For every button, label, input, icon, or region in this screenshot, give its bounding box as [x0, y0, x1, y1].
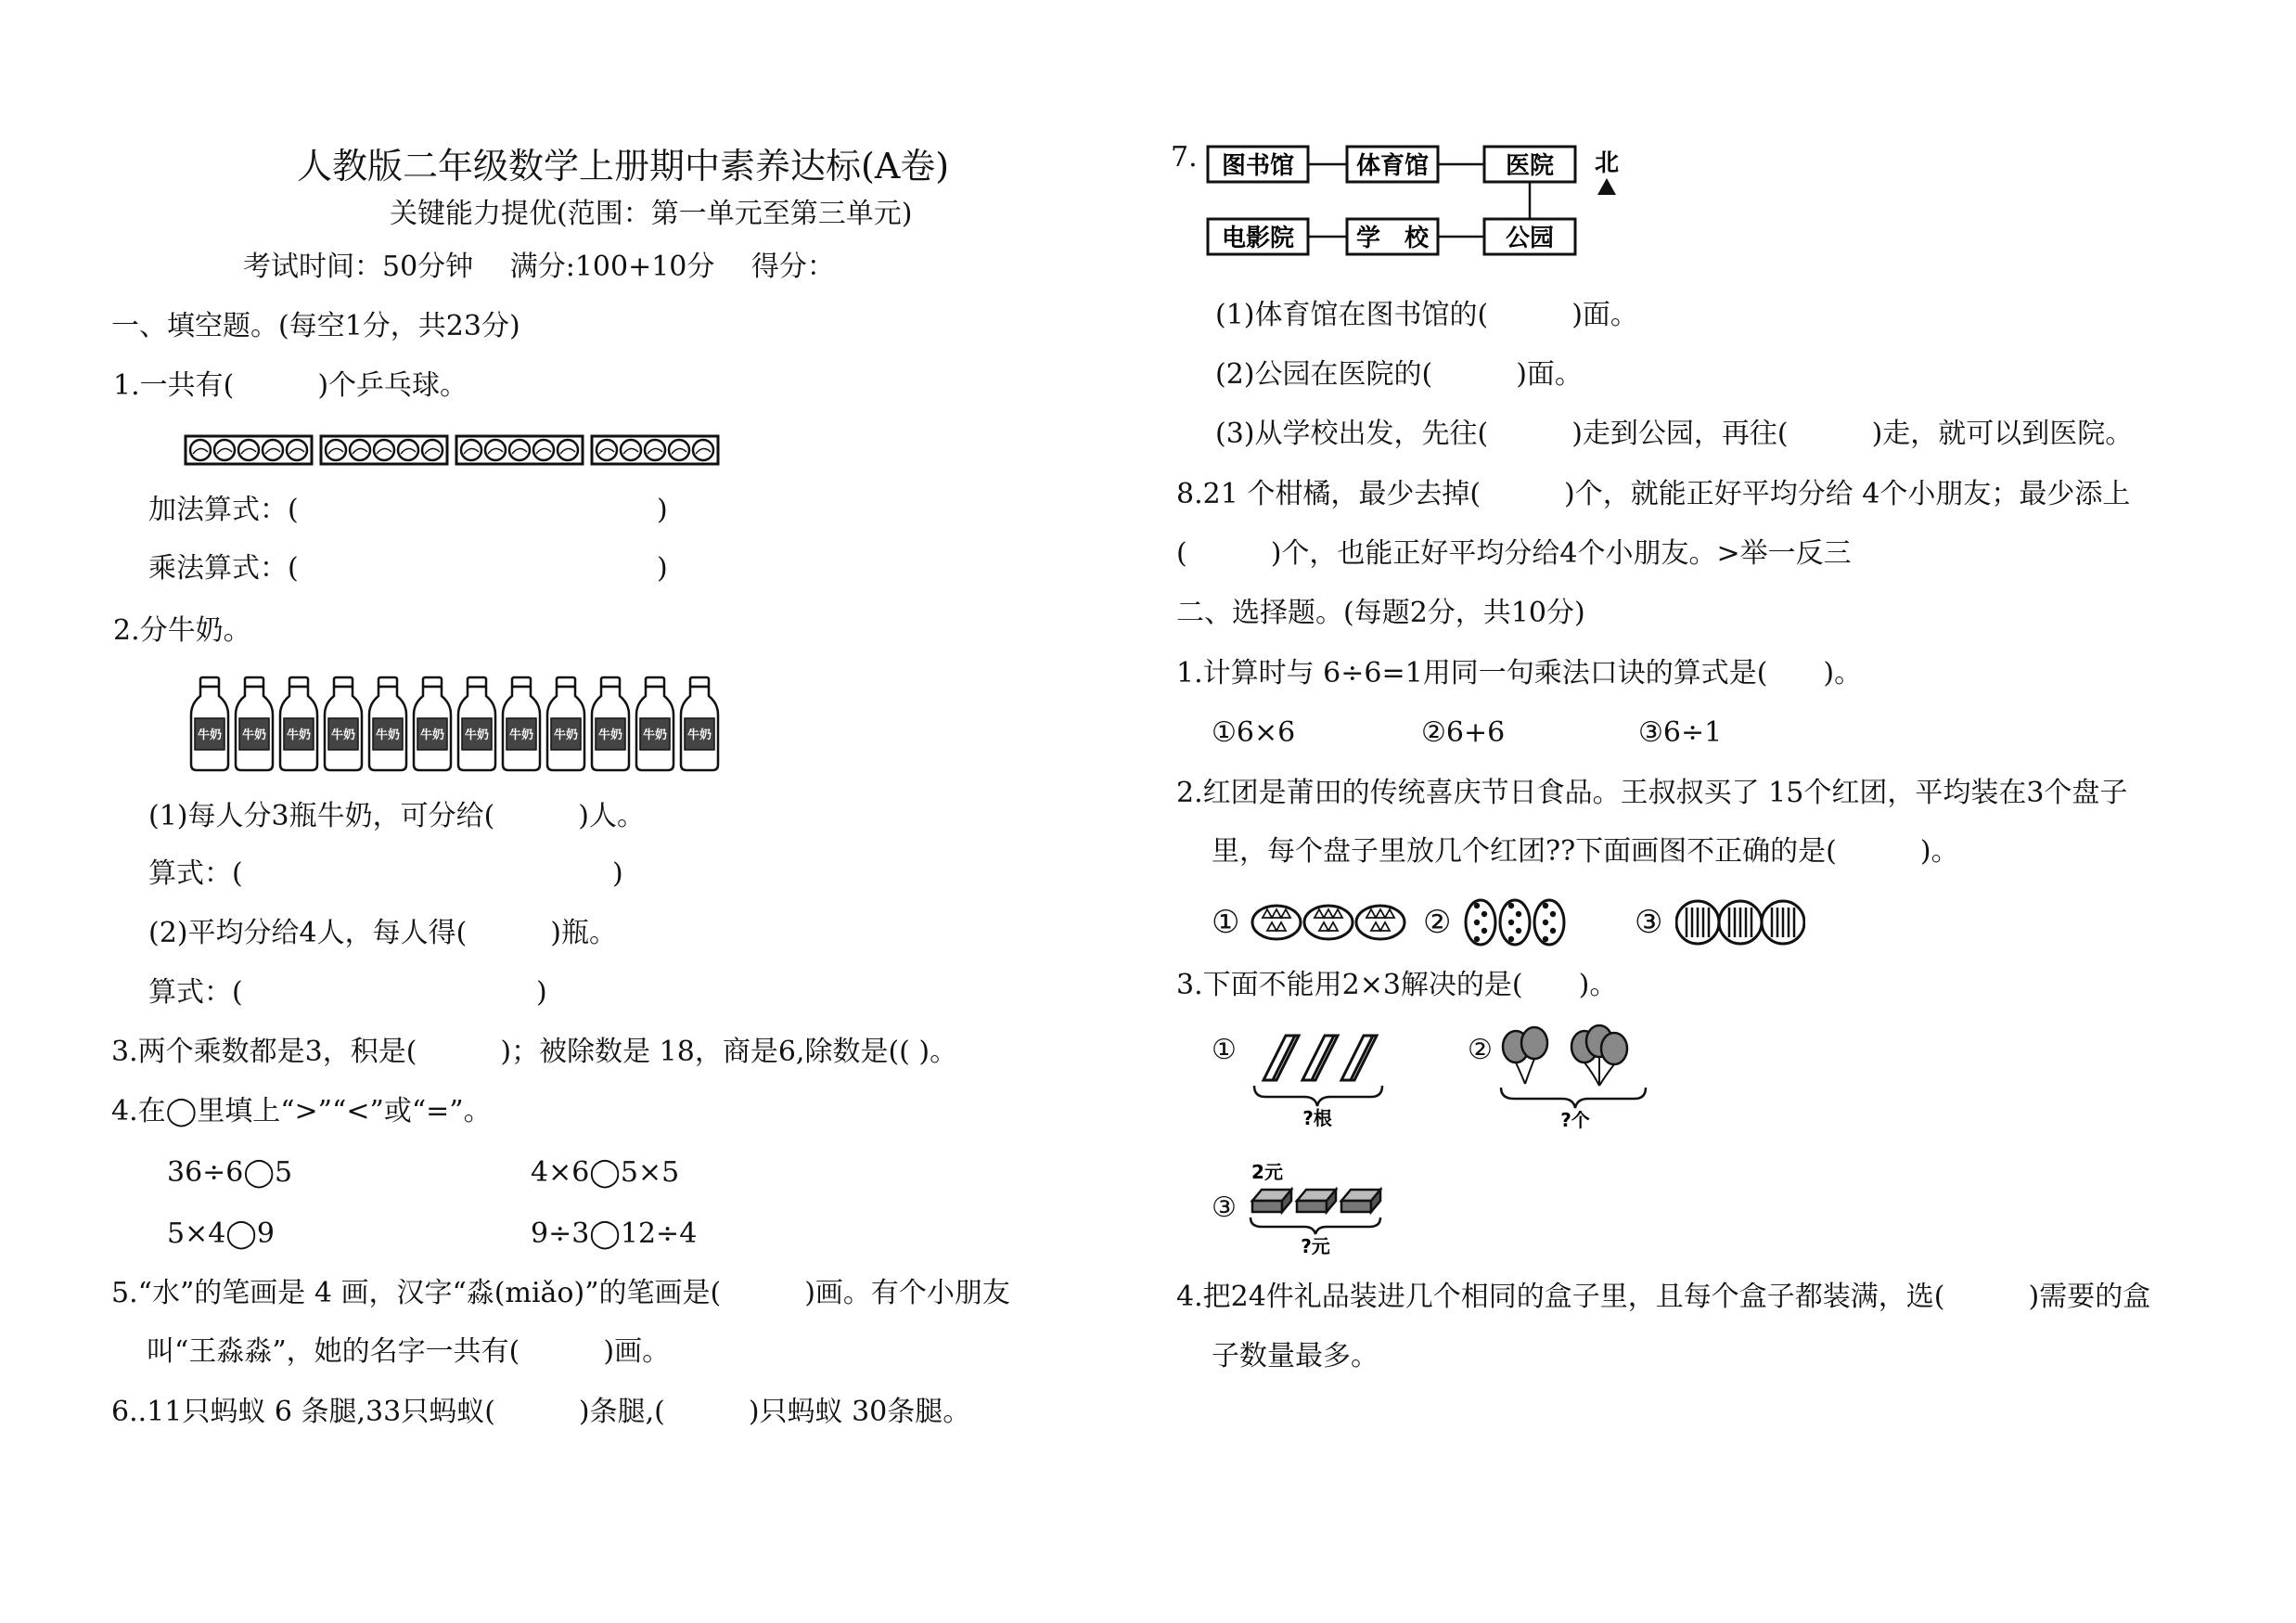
page-title: 人教版二年级数学上册期中素养达标(A卷)	[297, 146, 950, 187]
plate-icon	[1500, 900, 1530, 945]
balloons-total-label: ?个	[1560, 1109, 1590, 1131]
ping-pong-box	[321, 436, 447, 464]
exam-info: 考试时间：50分钟 满分:100+10分 得分：	[243, 251, 835, 283]
place-park: 公园	[1505, 225, 1555, 252]
plate-icon	[1676, 901, 1719, 944]
milk-bottle-icon	[325, 677, 362, 770]
page-subtitle: 关键能力提优(范围：第一单元至第三单元)	[390, 198, 913, 230]
ping-pong-ball	[558, 440, 578, 460]
milk-label: 牛奶	[286, 728, 312, 742]
place-gym: 体育馆	[1355, 152, 1430, 180]
milk-bottle-icon	[636, 677, 673, 770]
plate-icon	[1356, 906, 1405, 939]
plates-option-2-figure	[1464, 898, 1568, 947]
s2-q1-text: 1.计算时与 6÷6=1用同一句乘法口诀的算式是( )。	[1176, 657, 1863, 689]
q2-close1: )	[612, 857, 623, 890]
plate-icon	[1534, 900, 1564, 945]
ping-pong-ball	[238, 440, 259, 460]
plates-option-1-figure	[1251, 902, 1408, 943]
milk-bottle-icon	[503, 677, 540, 770]
plate-icon	[1466, 900, 1495, 945]
place-hospital: 医院	[1505, 152, 1555, 180]
milk-bottle-icon	[236, 677, 273, 770]
q2-close2: )	[536, 976, 547, 1009]
q8-line1: 8.21 个柑橘，最少去掉( )个，就能正好平均分给 4个小朋友；最少添上	[1176, 478, 2131, 510]
q7-num: 7.	[1171, 141, 1198, 174]
s2-q3-text: 3.下面不能用2×3解决的是( )。	[1176, 969, 1618, 1001]
ping-pong-ball	[190, 440, 211, 460]
q2-sub2: (2)平均分给4人，每人得( )瓶。	[148, 917, 617, 949]
plate-icon	[1252, 906, 1301, 939]
milk-bottle-icon	[414, 677, 451, 770]
ping-pong-ball	[263, 440, 283, 460]
milk-label: 牛奶	[419, 728, 445, 742]
s2-q1-option-3: ③6÷1	[1638, 716, 1723, 749]
ping-pong-box	[592, 436, 718, 464]
q6-text: 6..11只蚂蚁 6 条腿,33只蚂蚁( )条腿,( )只蚂蚁 30条腿。	[111, 1396, 971, 1428]
s2-q3-opt2-label: ②	[1468, 1034, 1493, 1066]
q7-sub2: (2)公园在医院的( )面。	[1215, 358, 1583, 391]
ping-pong-ball	[669, 440, 689, 460]
milk-bottle-icon	[280, 677, 317, 770]
ping-pong-ball	[422, 440, 443, 460]
milk-bottle-icon	[458, 677, 495, 770]
s2-q4-line1: 4.把24件礼品装进几个相同的盒子里，且每个盒子都装满，选( )需要的盒	[1176, 1281, 2151, 1313]
q2-text: 2.分牛奶。	[113, 614, 251, 647]
place-school: 学 校	[1355, 225, 1430, 252]
milk-label: 牛奶	[375, 728, 401, 742]
ping-pong-ball	[350, 440, 370, 460]
q1-text: 1.一共有( )个乒乓球。	[113, 369, 468, 402]
ping-pong-ball	[461, 440, 481, 460]
s2-q2-opt2-label: ②	[1423, 904, 1452, 941]
milk-bottles-figure	[186, 676, 724, 773]
s2-q1-option-2: ②6+6	[1421, 716, 1506, 749]
ping-pong-ball	[214, 440, 235, 460]
s2-q1-option-1: ①6×6	[1212, 716, 1296, 749]
ping-pong-box	[186, 436, 312, 464]
ping-pong-ball	[287, 440, 307, 460]
milk-label: 牛奶	[686, 728, 712, 742]
ping-pong-ball	[533, 440, 554, 460]
q4-text: 4.在◯里填上“>”“<”或“=”。	[111, 1095, 492, 1127]
eraser-price-label: 2元	[1251, 1161, 1283, 1183]
ping-pong-ball	[398, 440, 418, 460]
s2-q3-opt1-label: ①	[1212, 1034, 1237, 1066]
ping-pong-ball	[374, 440, 394, 460]
ping-pong-ball	[326, 440, 346, 460]
section1-heading: 一、填空题。(每空1分，共23分)	[111, 310, 520, 342]
ping-pong-ball	[485, 440, 506, 460]
ping-pong-ball	[596, 440, 617, 460]
ping-pong-ball	[693, 440, 713, 460]
q3-text: 3.两个乘数都是3，积是( )；被除数是 18，商是6,除数是(( )。	[111, 1036, 958, 1068]
s2-q2-opt3-label: ③	[1635, 904, 1663, 941]
q4-item-2: 4×6◯5×5	[531, 1156, 680, 1189]
section2-heading: 二、选择题。(每题2分，共10分)	[1176, 597, 1585, 629]
milk-label: 牛奶	[241, 728, 267, 742]
ping-pong-box	[456, 436, 583, 464]
milk-label: 牛奶	[197, 728, 223, 742]
q2-formula2: 算式：(	[148, 976, 243, 1009]
q1-mul-close: )	[657, 552, 668, 585]
milk-label: 牛奶	[508, 728, 534, 742]
q1-mul-label: 乘法算式：(	[148, 552, 299, 585]
q5-line2: 叫“王淼淼”，她的名字一共有( )画。	[147, 1335, 671, 1368]
milk-label: 牛奶	[464, 728, 490, 742]
milk-label: 牛奶	[642, 728, 668, 742]
milk-label: 牛奶	[553, 728, 579, 742]
q4-item-4: 9÷3◯12÷4	[531, 1217, 698, 1250]
erasers-total-label: ?元	[1301, 1235, 1330, 1257]
plate-icon	[1719, 901, 1762, 944]
ping-pong-ball	[509, 440, 530, 460]
milk-bottle-icon	[681, 677, 718, 770]
milk-bottle-icon	[191, 677, 228, 770]
q7-sub1: (1)体育馆在图书馆的( )面。	[1215, 299, 1638, 331]
sticks-total-label: ?根	[1302, 1107, 1332, 1129]
q1-add-close: )	[657, 494, 668, 526]
milk-label: 牛奶	[330, 728, 356, 742]
plates-option-3-figure	[1675, 898, 1805, 947]
q1-add-label: 加法算式：(	[148, 494, 299, 526]
ping-pong-ball	[645, 440, 665, 460]
s2-q4-line2: 子数量最多。	[1212, 1340, 1379, 1372]
milk-bottle-icon	[369, 677, 406, 770]
ping-pong-figure	[184, 432, 720, 470]
plate-icon	[1304, 906, 1353, 939]
north-label: 北	[1594, 149, 1620, 177]
milk-label: 牛奶	[597, 728, 623, 742]
q7-map-figure	[1206, 137, 1633, 263]
milk-bottle-icon	[592, 677, 629, 770]
place-cinema: 电影院	[1221, 225, 1295, 252]
plate-icon	[1762, 901, 1804, 944]
place-library: 图书馆	[1221, 152, 1295, 180]
q4-item-1: 36÷6◯5	[167, 1156, 293, 1189]
ping-pong-ball	[621, 440, 641, 460]
q5-line1: 5.“水”的笔画是 4 画，汉字“淼(miǎo)”的笔画是( )画。有个小朋友	[111, 1277, 1010, 1309]
s2-q2-line2: 里，每个盘子里放几个红团??下面画图不正确的是( )。	[1212, 835, 1959, 868]
q4-item-3: 5×4◯9	[167, 1217, 275, 1250]
q8-line2: ( )个，也能正好平均分给4个小朋友。>举一反三	[1176, 537, 1852, 570]
s2-q3-opt3-label: ③	[1212, 1191, 1237, 1224]
erasers-figure	[1239, 1156, 1388, 1258]
s2-q2-opt1-label: ①	[1212, 904, 1240, 941]
sticks-figure	[1245, 1028, 1393, 1130]
q2-formula1: 算式：(	[148, 857, 243, 890]
q7-sub3: (3)从学校出发，先往( )走到公园，再往( )走，就可以到医院。	[1215, 418, 2134, 450]
s2-q2-line1: 2.红团是莆田的传统喜庆节日食品。王叔叔买了 15个红团，平均装在3个盘子	[1176, 777, 2128, 809]
milk-bottle-icon	[547, 677, 584, 770]
north-arrow-icon	[1597, 178, 1616, 195]
q2-sub1: (1)每人分3瓶牛奶，可分给( )人。	[148, 800, 645, 832]
balloons-figure	[1497, 1019, 1655, 1132]
